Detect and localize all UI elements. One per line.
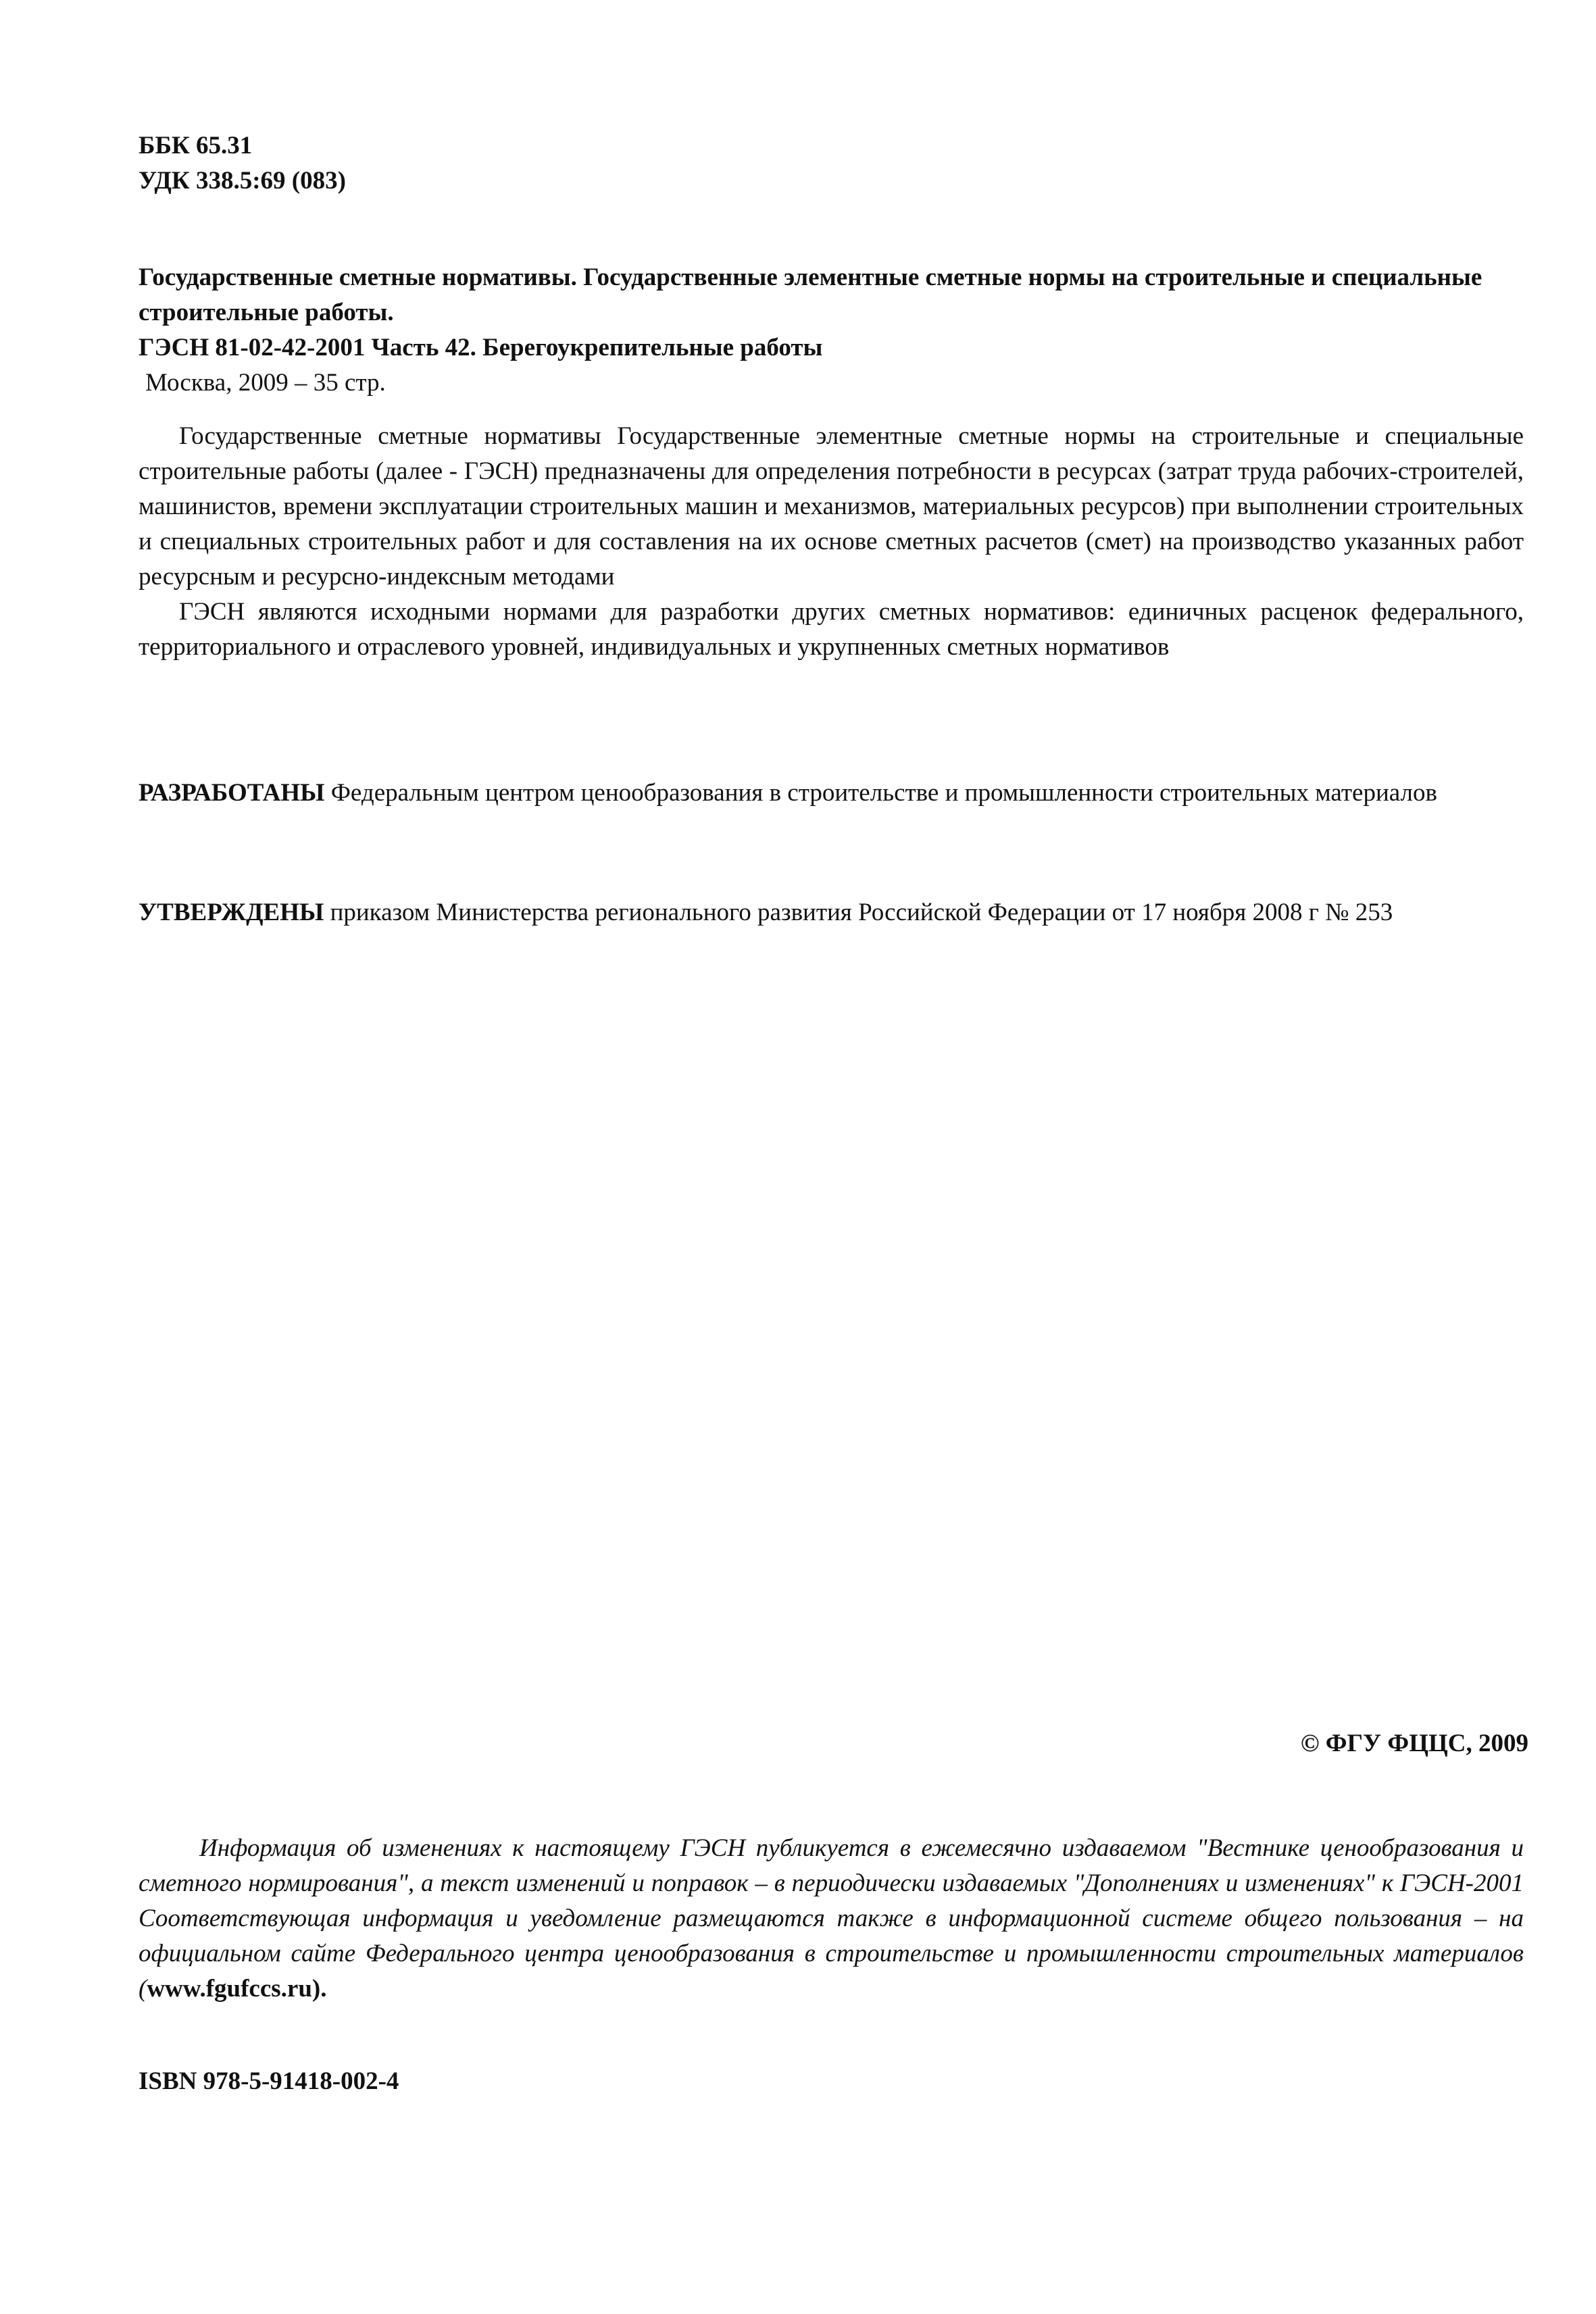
bbk-code: ББК 65.31 [139, 132, 253, 159]
document-title: Государственные сметные нормативы. Государственные элементные сметные нормы на строительные и специальные строительные работы. [139, 263, 1482, 326]
approved-label: УТВЕРЖДЕНЫ [139, 899, 324, 926]
document-part: ГЭСН 81-02-42-2001 Часть 42. Берегоукрепительные работы [139, 334, 823, 361]
udk-code: УДК 338.5:69 (083) [139, 167, 346, 195]
developed-label: РАЗРАБОТАНЫ [139, 779, 325, 807]
developed-by [139, 776, 1524, 811]
copyright: © ФГУ ФЦЦС, 2009 [1300, 1730, 1528, 1757]
change-information-text: Информация об изменениях к настоящему ГЭСН публикуется в ежемесячно издаваемом "Вестнике ценообразования и сметного нормирования", а текст изменений и поправок – в периодически издаваемых "Дополнениях и изменениях" к ГЭСН-2001 Соответствующая информация и уведомление размещаются также в информационной системе общего пользования – на официальном сайте Федерального центра ценообразования в строительстве и промышленности строительных материалов ( [139, 1834, 1524, 2003]
isbn: ISBN 978-5-91418-002-4 [139, 2067, 399, 2095]
website-link[interactable]: www.fgufccs.ru [147, 1975, 312, 2003]
change-information-tail: ). [311, 1975, 327, 2003]
abstract [139, 419, 1524, 665]
bibliographic-title [139, 260, 1524, 401]
approved-text: приказом Министерства регионального развития Российской Федерации от 17 ноября 2008 г № 253 [330, 899, 1393, 926]
classification-codes [139, 128, 1524, 199]
change-information-paragraph [139, 1831, 1524, 2007]
change-information [139, 1831, 1524, 2007]
abstract-paragraph: ГЭСН являются исходными нормами для разработки других сметных нормативов: единичных расценок федерального, территориального и отраслевого уровней, индивидуальных и укрупненных сметных нормативов [139, 598, 1524, 661]
approved-by [139, 895, 1524, 930]
developed-text: Федеральным центром ценообразования в строительстве и промышленности строительных материалов [330, 779, 1437, 807]
abstract-paragraph: Государственные сметные нормативы Государственные элементные сметные нормы на строительные и специальные строительные работы (далее - ГЭСН) предназначены для определения потребности в ресурсах (затрат труда рабочих-строителей, машинистов, времени эксплуатации строительных машин и механизмов, материальных ресурсов) при выполнении строительных и специальных строительных работ и для составления на их основе сметных расчетов (смет) на производство указанных работ ресурсным и ресурсно-индексным методами [139, 422, 1524, 590]
imprint: Москва, 2009 – 35 стр. [145, 369, 386, 397]
